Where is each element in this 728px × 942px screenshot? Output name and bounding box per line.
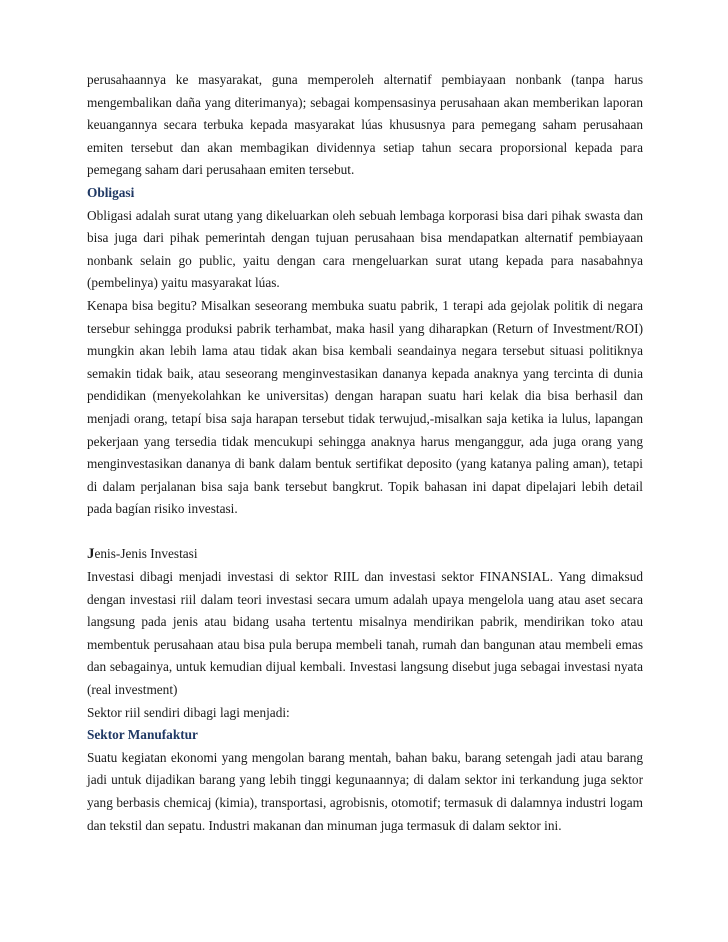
heading-initial: J [87,546,95,563]
heading-obligasi: Obligasi [87,184,135,200]
paragraph-sektor-manufaktur: Suatu kegiatan ekonomi yang mengolan barang mentah, bahan baku, barang setengah jadi atau barang jadi untuk dijadikan barang yang lebih tinggi kegunaannya; di dalam sektor ini terkandung juga sektor yang berbasis chemicaj (kimia), transportasi, agrobisnis, otomotif; termasuk di dalamnya industri logam dan tekstil dan sepatu. Industri makanan dan minuman juga termasuk di dalam sektor ini. [87,749,643,833]
paragraph-obligasi-definition: Obligasi adalah surat utang yang dikeluarkan oleh sebuah lembaga korporasi bisa dari pihak swasta dan bisa juga dari pihak pemerintah dengan tujuan perusahaan bisa mendapatkan alternatif pembiayaan nonbank selain go public, yaitu dengan cara rnengeluarkan surat utang kepada para nasabahnya (pembelinya) yaitu masyarakat lúas. [87,207,643,291]
heading-sektor-manufaktur: Sektor Manufaktur [87,727,198,743]
paragraph-sektor-riil: Sektor riil sendiri dibagi lagi menjadi: [87,704,290,720]
paragraph-gap [87,521,643,544]
paragraph-intro: perusahaannya ke masyarakat, guna memperoleh alternatif pembiayaan nonbank (tanpa harus mengembalikan daña yang diterimanya); sebagai kompensasinya perusahaan akan memberikan laporan keuangannya secara terbuka kepada masyarakat lúas khususnya para pemegang saham perusahaan emiten tersebut dan akan membagikan dividennya setiap tahun secara proporsional kepada para pemegang saham dari perusahaan emiten tersebut. [87,72,643,178]
document-page [87,69,643,837]
heading-jenis-investasi [87,543,643,566]
paragraph-jenis-investasi: Investasi dibagi menjadi investasi di sektor RIIL dan investasi sektor FINANSIAL. Yang dimaksud dengan investasi riil dalam teori investasi secara umum adalah upaya mengelola uang atau aset secara langsung pada jenis atau bidang usaha tertentu misalnya mendirikan pabrik, mendirikan toko atau membentuk perusahaan atau bisa pula berupa membeli tanah, rumah dan bangunan atau membeli emas dan sebagainya, untuk kemudian dijual kembali. Investasi langsung disebut juga sebagai investasi nyata (real investment) [87,569,643,698]
heading-rest: enis-Jenis Investasi [94,546,198,562]
paragraph-example: Kenapa bisa begitu? Misalkan seseorang membuka suatu pabrik, 1 terapi ada gejolak politik di negara tersebur sehingga produksi pabrik terhambat, maka hasil yang diharapkan (Return of Investment/ROI) mungkin akan lebih lama atau tidak akan bisa kembali seandainya negara tersebut situasi politiknya semakin tidak baik, atau seseorang menginvestasikan dananya kepada anaknya yang tercinta di dunia pendidikan (menyekolahkan ke universitas) dengan harapan suatu hari kelak dia bisa berhasil dan menjadi orang, tetapí bisa saja harapan tersebut tidak terwujud,-misalkan saja ketika ia lulus, lapangan pekerjaan yang tersedia tidak mencukupi sehingga anaknya harus menganggur, ada juga orang yang menginvestasikan dananya di bank dalam bentuk sertifikat deposito (yang katanya paling aman), tetapi di dalam perjalanan bisa saja bank tersebut bangkrut. Topik bahasan ini dapat dipelajari lebih detail pada bagían risiko investasi. [87,297,643,517]
